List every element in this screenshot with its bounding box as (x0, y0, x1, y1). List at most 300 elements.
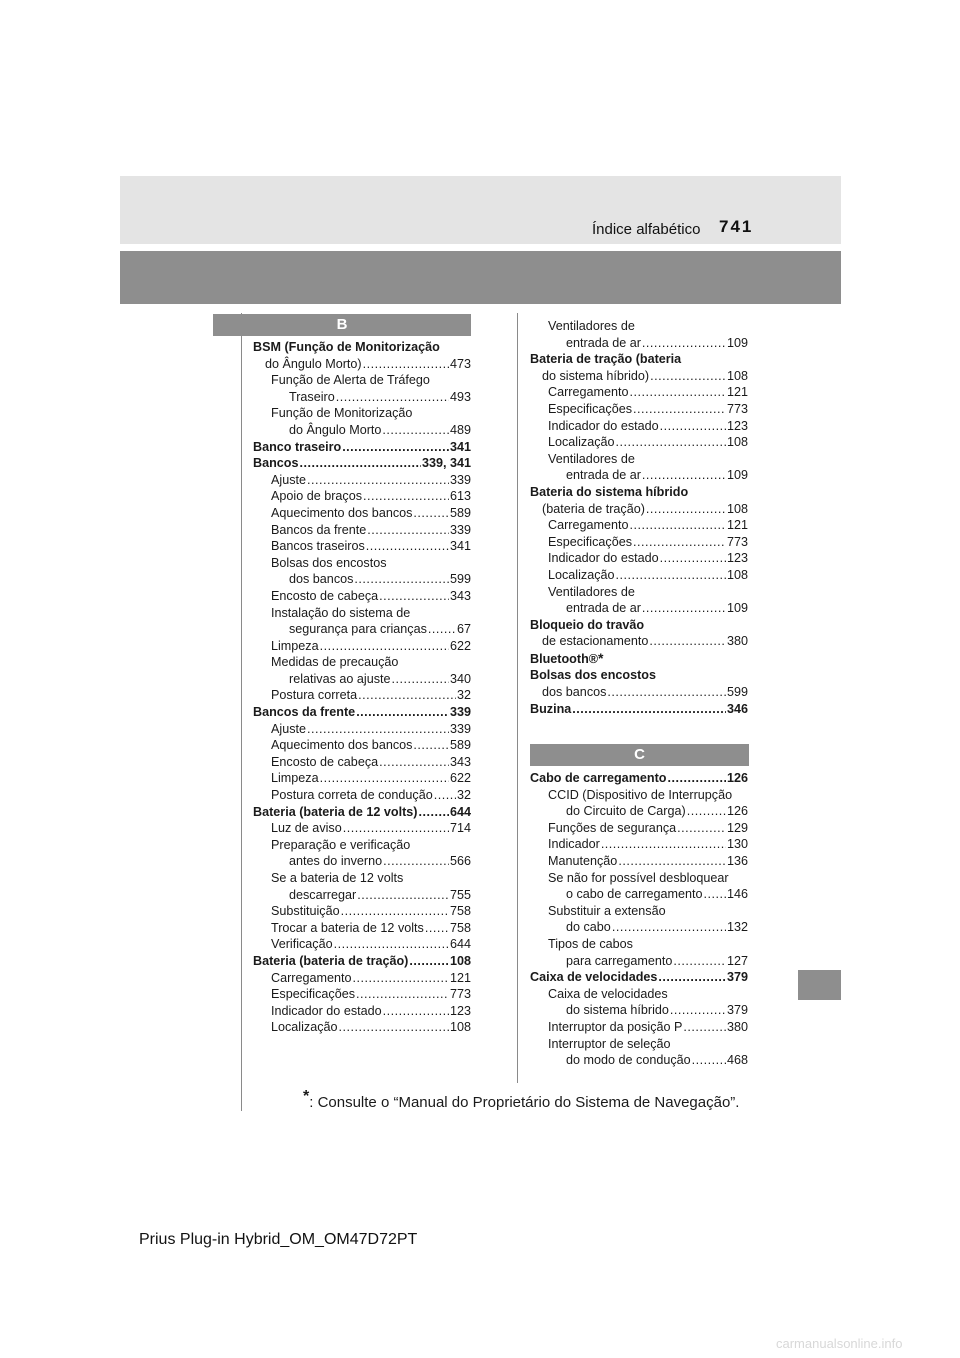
index-entry (253, 853, 471, 870)
index-entry (253, 936, 471, 953)
entry-term: relativas ao ajuste (289, 671, 391, 686)
entry-page: 121 (726, 518, 748, 533)
entry-page: 121 (726, 385, 748, 400)
entry-page: 773 (726, 401, 748, 416)
index-entry (530, 434, 748, 451)
left-margin-rule (241, 313, 242, 1111)
dot-leader (336, 389, 449, 406)
dot-leader (339, 1019, 449, 1036)
index-column-right-b (530, 318, 748, 717)
dot-leader (650, 368, 726, 385)
dot-leader (660, 550, 726, 567)
dot-leader (363, 488, 449, 505)
entry-page: 622 (449, 771, 471, 786)
entry-page: 108 (449, 953, 471, 968)
entry-term: Ventiladores de (548, 451, 635, 466)
entry-page: 121 (449, 970, 471, 985)
dot-leader (612, 919, 726, 936)
entry-term: Função de Monitorização (271, 406, 413, 421)
index-entry (253, 621, 471, 638)
entry-page: 108 (726, 567, 748, 582)
entry-page: 599 (449, 572, 471, 587)
index-entry (253, 455, 471, 472)
index-entry (530, 836, 748, 853)
index-entry (530, 335, 748, 352)
dot-leader (366, 538, 449, 555)
entry-page: 132 (726, 920, 748, 935)
entry-page: 146 (726, 887, 748, 902)
entry-term: BSM (Função de Monitorização (253, 340, 440, 354)
index-entry (253, 405, 471, 422)
entry-page: 32 (456, 788, 471, 803)
index-entry (253, 389, 471, 406)
entry-term: Instalação do sistema de (271, 605, 411, 620)
index-entry (253, 770, 471, 787)
dot-leader (677, 820, 726, 837)
entry-page: 380 (726, 1019, 748, 1034)
index-entry (530, 986, 748, 1003)
dot-leader (658, 969, 726, 986)
index-entry (253, 721, 471, 738)
entry-page: 126 (726, 771, 748, 785)
entry-page: 493 (449, 389, 471, 404)
index-entry (253, 439, 471, 456)
entry-term: Manutenção (548, 853, 618, 868)
entry-term: Bateria (bateria de 12 volts) (253, 804, 418, 819)
index-entry (530, 919, 748, 936)
entry-term: Localização (548, 567, 615, 582)
entry-term: Carregamento (548, 385, 629, 400)
entry-term: dos bancos (289, 572, 354, 587)
index-entry (530, 953, 748, 970)
index-entry (530, 1002, 748, 1019)
entry-term: Bolsas dos encostos (271, 555, 387, 570)
dot-leader (341, 903, 449, 920)
entry-term: Se não for possível desbloquear (548, 870, 729, 885)
index-entry (530, 969, 748, 986)
entry-term: Preparação e verificação (271, 837, 411, 852)
entry-page: 339 (449, 705, 471, 720)
entry-page: 108 (726, 368, 748, 383)
entry-page: 67 (456, 622, 471, 637)
entry-page: 339, 341 (421, 456, 471, 471)
entry-term: Substituição (271, 904, 340, 919)
index-entry (530, 401, 748, 418)
entry-page: 613 (449, 489, 471, 504)
index-entry (253, 1019, 471, 1036)
entry-term: Ventiladores de (548, 319, 635, 333)
entry-page: 589 (449, 505, 471, 520)
entry-term: Função de Alerta de Tráfego (271, 373, 430, 388)
dot-leader (572, 701, 726, 718)
entry-page: 109 (726, 335, 748, 350)
dot-leader (334, 936, 449, 953)
entry-term: Bancos da frente (271, 522, 367, 537)
entry-term: Bluetooth® (530, 651, 599, 666)
index-entry (253, 820, 471, 837)
index-entry (530, 667, 748, 684)
index-entry (530, 903, 748, 920)
entry-page: 468 (726, 1053, 748, 1068)
dot-leader (392, 671, 449, 688)
dot-leader (342, 439, 449, 456)
entry-page: 108 (726, 501, 748, 516)
entry-term: Substituir a extensão (548, 903, 666, 918)
entry-term: Carregamento (271, 970, 352, 985)
index-entry (530, 567, 748, 584)
index-entry (253, 804, 471, 821)
index-entry (253, 887, 471, 904)
footnote (303, 1088, 739, 1111)
page-number: 741 (719, 217, 754, 236)
entry-page: 130 (726, 837, 748, 852)
index-entry (253, 356, 471, 373)
entry-page: 123 (449, 1003, 471, 1018)
entry-page: 380 (726, 634, 748, 649)
dot-leader (683, 1019, 726, 1036)
entry-page: 379 (726, 970, 748, 985)
entry-term: Bateria do sistema híbrido (530, 484, 689, 499)
index-entry (253, 920, 471, 937)
dot-leader (687, 803, 726, 820)
entry-page: 136 (726, 853, 748, 868)
dot-leader (363, 356, 449, 373)
index-entry (530, 318, 748, 335)
entry-term: Aquecimento dos bancos (271, 505, 413, 520)
entry-term: do sistema híbrido (566, 1003, 669, 1018)
entry-term: do Ângulo Morto (289, 422, 382, 437)
index-entry (530, 803, 748, 820)
entry-page: 644 (449, 937, 471, 952)
entry-term: Limpeza (271, 771, 319, 786)
index-entry (253, 1003, 471, 1020)
footnote-star: * (598, 649, 604, 666)
dot-leader (367, 522, 449, 539)
index-entry (530, 501, 748, 518)
entry-term: Postura correta (271, 688, 358, 703)
dot-leader (383, 1003, 449, 1020)
dot-leader (670, 1002, 726, 1019)
index-entry (530, 870, 748, 887)
entry-page: 123 (726, 551, 748, 566)
entry-term: Buzina (530, 701, 572, 716)
index-entry (253, 422, 471, 439)
entry-term: Localização (548, 435, 615, 450)
section-title: Índice alfabético (592, 221, 701, 238)
index-entry (530, 351, 748, 368)
entry-term: do cabo (566, 920, 611, 935)
entry-term: entrada de ar (566, 601, 641, 616)
index-entry (530, 451, 748, 468)
index-entry (530, 484, 748, 501)
entry-term: do Circuito de Carga) (566, 804, 686, 819)
entry-term: Bancos (253, 456, 299, 471)
index-entry (253, 837, 471, 854)
entry-page: 473 (449, 356, 471, 371)
entry-page: 489 (449, 422, 471, 437)
index-entry (530, 633, 748, 650)
dot-leader (428, 621, 456, 638)
entry-term: Bancos traseiros (271, 539, 365, 554)
index-entry (253, 372, 471, 389)
entry-term: Caixa de velocidades (548, 986, 668, 1001)
index-entry (253, 571, 471, 588)
entry-term: descarregar (289, 887, 357, 902)
entry-term: Bancos da frente (253, 705, 356, 720)
entry-page: 343 (449, 754, 471, 769)
entry-term: Bolsas dos encostos (530, 668, 656, 683)
entry-term: Especificações (271, 987, 355, 1002)
index-entry (530, 770, 748, 787)
entry-page: 340 (449, 671, 471, 686)
entry-page: 123 (726, 418, 748, 433)
entry-term: entrada de ar (566, 468, 641, 483)
index-entry (530, 650, 748, 668)
dot-leader (379, 588, 449, 605)
entry-term: Banco traseiro (253, 439, 342, 454)
dot-leader (383, 853, 449, 870)
entry-term: Indicador do estado (548, 418, 659, 433)
header-band (120, 251, 841, 304)
entry-term: Ajuste (271, 472, 307, 487)
index-entry (253, 704, 471, 721)
index-entry (253, 870, 471, 887)
entry-page: 126 (726, 804, 748, 819)
entry-term: Postura correta de condução (271, 788, 433, 803)
entry-term: Ventiladores de (548, 584, 635, 599)
dot-leader (356, 986, 449, 1003)
entry-page: 622 (449, 638, 471, 653)
dot-leader (418, 804, 449, 821)
dot-leader (601, 836, 726, 853)
index-entry (253, 472, 471, 489)
footnote-mark: * (303, 1088, 310, 1105)
index-entry (253, 654, 471, 671)
index-entry (253, 787, 471, 804)
entry-page: 599 (726, 685, 748, 700)
dot-leader (300, 455, 421, 472)
entry-term: Tipos de cabos (548, 936, 633, 951)
entry-term: Ajuste (271, 721, 307, 736)
entry-term: Bateria de tração (bateria (530, 352, 682, 367)
index-entry (530, 617, 748, 634)
index-entry (253, 970, 471, 987)
entry-term: Bloqueio do travão (530, 617, 645, 632)
entry-term: Bateria (bateria de tração) (253, 953, 409, 968)
entry-term: Carregamento (548, 518, 629, 533)
entry-term: Limpeza (271, 638, 319, 653)
dot-leader (343, 820, 449, 837)
entry-term: Trocar a bateria de 12 volts (271, 920, 424, 935)
dot-leader (356, 704, 449, 721)
entry-page: 758 (449, 904, 471, 919)
entry-term: Indicador do estado (548, 551, 659, 566)
index-entry (530, 787, 748, 804)
index-entry (530, 1052, 748, 1069)
index-entry (253, 986, 471, 1003)
index-column-left (253, 339, 471, 1036)
entry-term: Localização (271, 1020, 338, 1035)
dot-leader (660, 418, 726, 435)
entry-term: Verificação (271, 937, 333, 952)
watermark: carmanualsonline.info (776, 1336, 903, 1351)
entry-term: segurança para crianças (289, 622, 427, 637)
index-entry (530, 467, 748, 484)
entry-term: Encosto de cabeça (271, 588, 379, 603)
dot-leader (704, 886, 726, 903)
entry-page: 339 (449, 721, 471, 736)
index-entry (253, 505, 471, 522)
entry-page: 129 (726, 820, 748, 835)
entry-term: para carregamento (566, 953, 673, 968)
entry-term: Interruptor da posição P (548, 1019, 683, 1034)
dot-leader (633, 534, 726, 551)
entry-term: Traseiro (289, 389, 335, 404)
index-entry (530, 701, 748, 718)
entry-page: 714 (449, 821, 471, 836)
entry-term: Interruptor de seleção (548, 1036, 671, 1051)
entry-term: do sistema híbrido) (542, 368, 650, 383)
dot-leader (618, 853, 726, 870)
dot-leader (353, 970, 449, 987)
dot-leader (607, 684, 726, 701)
entry-page: 755 (449, 887, 471, 902)
entry-page: 566 (449, 854, 471, 869)
entry-page: 339 (449, 522, 471, 537)
dot-leader (692, 1052, 726, 1069)
entry-term: Medidas de precaução (271, 655, 399, 670)
dot-leader (616, 434, 726, 451)
entry-term: Especificações (548, 401, 632, 416)
entry-term: Indicador (548, 837, 600, 852)
dot-leader (382, 422, 449, 439)
dot-leader (642, 600, 726, 617)
index-entry (530, 684, 748, 701)
entry-page: 589 (449, 738, 471, 753)
index-entry (530, 368, 748, 385)
entry-term: (bateria de tração) (542, 501, 645, 516)
index-entry (253, 953, 471, 970)
entry-page: 644 (449, 804, 471, 819)
dot-leader (354, 571, 449, 588)
index-entry (253, 555, 471, 572)
index-entry (530, 584, 748, 601)
index-entry (530, 1036, 748, 1053)
entry-term: Encosto de cabeça (271, 754, 379, 769)
index-entry (253, 754, 471, 771)
dot-leader (357, 887, 449, 904)
entry-page: 339 (449, 472, 471, 487)
index-entry (253, 903, 471, 920)
index-entry (253, 488, 471, 505)
model-code: Prius Plug-in Hybrid_OM_OM47D72PT (139, 1231, 418, 1248)
dot-leader (409, 953, 449, 970)
entry-term: antes do inverno (289, 854, 383, 869)
index-entry (253, 671, 471, 688)
index-entry (253, 588, 471, 605)
index-entry (253, 737, 471, 754)
entry-page: 758 (449, 920, 471, 935)
entry-term: Apoio de braços (271, 489, 363, 504)
entry-page: 109 (726, 468, 748, 483)
index-entry (530, 820, 748, 837)
entry-term: Cabo de carregamento (530, 771, 667, 785)
entry-term: Luz de aviso (271, 821, 342, 836)
index-entry (530, 517, 748, 534)
dot-leader (434, 787, 456, 804)
entry-term: do Ângulo Morto) (265, 356, 362, 371)
dot-leader (630, 517, 726, 534)
entry-page: 341 (449, 439, 471, 454)
dot-leader (425, 920, 449, 937)
index-entry (530, 936, 748, 953)
entry-page: 379 (726, 1003, 748, 1018)
entry-term: Se a bateria de 12 volts (271, 871, 404, 885)
dot-leader (413, 505, 449, 522)
entry-term: dos bancos (542, 685, 607, 700)
entry-term: Especificações (548, 534, 632, 549)
footnote-text: : Consulte o “Manual do Proprietário do Sistema de Navegação”. (309, 1094, 740, 1111)
index-entry (530, 550, 748, 567)
dot-leader (307, 721, 449, 738)
index-entry (530, 534, 748, 551)
entry-page: 127 (726, 953, 748, 968)
entry-term: do modo de condução (566, 1053, 691, 1068)
dot-leader (413, 737, 449, 754)
entry-page: 108 (449, 1020, 471, 1035)
entry-term: entrada de ar (566, 335, 641, 350)
entry-page: 346 (726, 701, 748, 716)
entry-term: Indicador do estado (271, 1003, 382, 1018)
index-entry (530, 384, 748, 401)
dot-leader (616, 567, 726, 584)
index-entry (530, 853, 748, 870)
entry-page: 341 (449, 539, 471, 554)
entry-term: Funções de segurança (548, 820, 677, 835)
dot-leader (633, 401, 726, 418)
dot-leader (320, 770, 449, 787)
dot-leader (307, 472, 449, 489)
entry-page: 773 (726, 534, 748, 549)
index-entry (530, 886, 748, 903)
index-entry (530, 418, 748, 435)
dot-leader (646, 501, 726, 518)
section-header-b: B (213, 314, 471, 336)
entry-page: 109 (726, 601, 748, 616)
index-entry (530, 600, 748, 617)
thumb-index-tab (798, 970, 841, 1000)
dot-leader (630, 384, 726, 401)
dot-leader (642, 335, 726, 352)
dot-leader (642, 467, 726, 484)
index-column-right-c (530, 770, 748, 1069)
entry-page: 343 (449, 588, 471, 603)
index-entry (253, 538, 471, 555)
index-entry (253, 687, 471, 704)
section-header-c: C (530, 744, 749, 766)
index-entry (253, 522, 471, 539)
index-entry (253, 605, 471, 622)
entry-page: 108 (726, 435, 748, 450)
entry-term: CCID (Dispositivo de Interrupção (548, 787, 733, 802)
dot-leader (667, 770, 726, 787)
entry-page: 773 (449, 987, 471, 1002)
entry-term: o cabo de carregamento (566, 887, 703, 902)
index-entry (253, 339, 471, 356)
dot-leader (358, 687, 456, 704)
dot-leader (649, 633, 726, 650)
index-entry (530, 1019, 748, 1036)
